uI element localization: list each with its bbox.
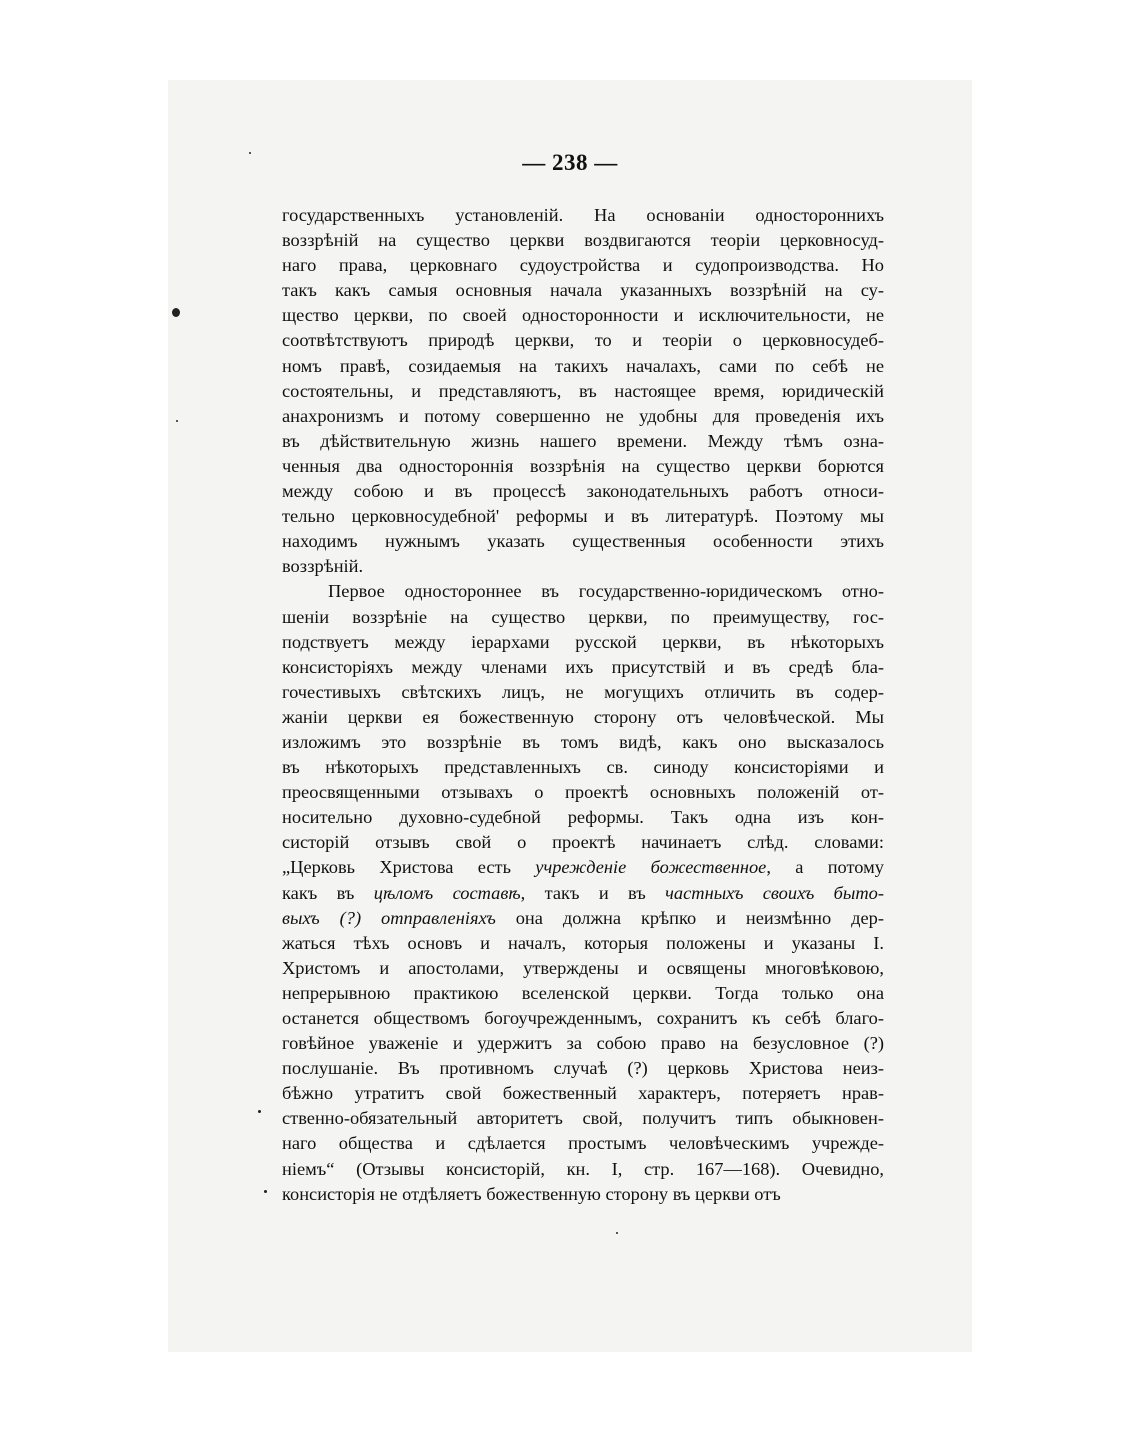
text-segment: она должна крѣпко и неизмѣнно дер- <box>495 907 885 928</box>
ink-speck <box>616 1232 618 1234</box>
text-line: носительно духовно-судебной реформы. Такъ одна изъ кон- <box>282 807 884 828</box>
text-line: въ нѣкоторыхъ представленныхъ св. синоду консисторіями и <box>282 757 884 778</box>
text-segment: , такъ и въ <box>520 882 666 903</box>
ink-speck <box>176 420 178 422</box>
text-line: тельно церковносудебной' реформы и въ литературѣ. Поэтому мы <box>282 506 884 527</box>
text-line: анахронизмъ и потому совершенно не удобны для проведенія ихъ <box>282 405 884 426</box>
text-segment: , а потому <box>766 857 884 878</box>
text-line: воззрѣній. <box>282 556 364 577</box>
body-text <box>282 203 884 1207</box>
text-line: щество церкви, по своей односторонности и исключительности, не <box>282 305 884 326</box>
text-line <box>282 881 884 906</box>
italic-text: цѣломъ составѣ <box>373 882 521 903</box>
text-line: изложимъ это воззрѣніе въ томъ видѣ, какъ оно высказалось <box>282 731 884 752</box>
text-line: гочестивыхъ свѣтскихъ лицъ, не могущихъ отличить въ содер- <box>282 681 884 702</box>
text-line <box>282 855 884 880</box>
text-line: ственно-обязательный авторитетъ свой, получитъ типъ обыкновен- <box>282 1108 884 1129</box>
text-segment: „Церковь Христова есть <box>282 857 536 878</box>
text-line: бѣжно утратитъ свой божественный характеръ, потеряетъ нрав- <box>282 1083 884 1104</box>
text-line <box>282 906 884 931</box>
text-line: находимъ нужнымъ указать существенныя особенности этихъ <box>282 531 884 552</box>
text-line: шеніи воззрѣніе на существо церкви, по преимуществу, гос- <box>282 606 884 627</box>
ink-speck <box>264 1190 267 1193</box>
text-line: жаніи церкви ея божественную сторону отъ человѣческой. Мы <box>282 706 884 727</box>
text-line: ченныя два одностороннія воззрѣнія на существо церкви борются <box>282 455 884 476</box>
text-line: ніемъ“ (Отзывы консисторій, кн. І, стр. 167—168). Очевидно, <box>282 1158 884 1179</box>
text-line: въ дѣйствительную жизнь нашего времени. Между тѣмъ озна- <box>282 430 884 451</box>
text-line: наго общества и сдѣлается простымъ человѣческимъ учрежде- <box>282 1133 884 1154</box>
italic-text: учрежденіе божественное <box>535 857 767 878</box>
text-line: Христомъ и апостолами, утверждены и освящены многовѣковою, <box>282 957 884 978</box>
ink-speck <box>258 1110 261 1113</box>
text-line: соотвѣтствуютъ природѣ церкви, то и теоріи о церковносудеб- <box>282 330 884 351</box>
text-line: такъ какъ самыя основныя начала указанныхъ воззрѣній на су- <box>282 280 884 301</box>
italic-text: частныхъ своихъ быто- <box>665 882 884 903</box>
text-segment: какъ въ <box>282 882 374 903</box>
text-line: подствуетъ между іерархами русской церкви, въ нѣкоторыхъ <box>282 631 884 652</box>
text-line: жаться тѣхъ основъ и началъ, которыя положены и указаны І. <box>282 932 884 953</box>
text-line: систорій отзывъ свой о проектѣ начинаетъ слѣд. словами: <box>282 832 884 853</box>
text-line: наго права, церковнаго судоустройства и судопроизводства. Но <box>282 255 884 276</box>
text-line: между собою и въ процессѣ законодательныхъ работъ относи- <box>282 481 884 502</box>
text-line: государственныхъ установленій. На основаніи одностороннихъ <box>282 205 884 225</box>
ink-speck <box>172 308 180 317</box>
text-line: послушаніе. Въ противномъ случаѣ (?) церковь Христова неиз- <box>282 1058 884 1079</box>
text-line: Первое одностороннее въ государственно-юридическомъ отно- <box>328 581 884 602</box>
text-line: консисторія не отдѣляетъ божественную сторону въ церкви отъ <box>282 1183 781 1204</box>
text-line: консисторіяхъ между членами ихъ присутствій и въ средѣ бла- <box>282 656 884 677</box>
text-line: состоятельны, и представляютъ, въ настоящее время, юридическій <box>282 380 884 401</box>
text-line: останется обществомъ богоучрежденнымъ, сохранитъ къ себѣ благо- <box>282 1008 884 1028</box>
text-line: номъ правѣ, созидаемыя на такихъ началахъ, сами по себѣ не <box>282 355 884 376</box>
italic-text: выхъ (?) отправленіяхъ <box>282 907 496 928</box>
text-line: преосвященными отзывахъ о проектѣ основныхъ положеній от- <box>282 782 884 803</box>
text-line: воззрѣній на существо церкви воздвигаются теоріи церковносуд- <box>282 230 884 251</box>
text-line: говѣйное уваженіе и удержитъ за собою право на безусловное (?) <box>282 1033 884 1054</box>
text-line: непрерывною практикою вселенской церкви. Тогда только она <box>282 982 884 1003</box>
page-number: — 238 — <box>522 150 618 175</box>
